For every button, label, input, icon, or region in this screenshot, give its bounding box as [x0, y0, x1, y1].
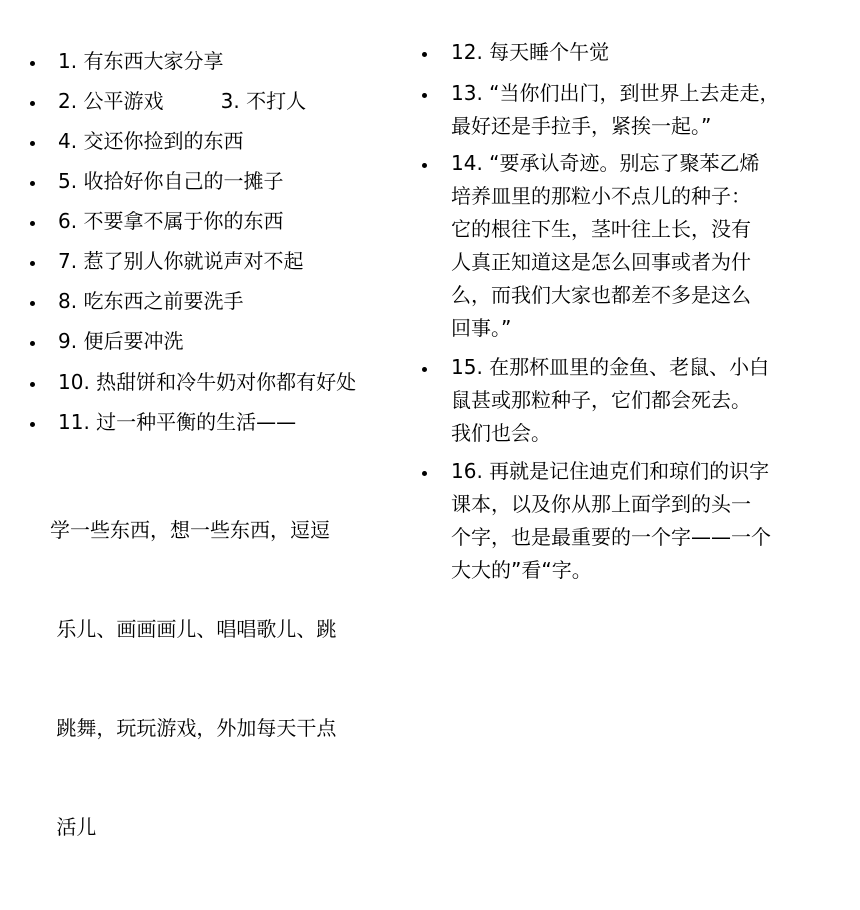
- list-item-text: 9. 便后要冲洗: [58, 329, 184, 353]
- text-line: 它的根往下生，茎叶往上长，没有: [451, 217, 751, 241]
- text-line: 我们也会。: [451, 421, 551, 445]
- bullet-icon: [422, 471, 427, 476]
- bullet-icon: [30, 141, 35, 146]
- text-line: 15. 在那杯皿里的金鱼、老鼠、小白: [451, 355, 770, 379]
- text-line: 回事。”: [451, 316, 512, 340]
- bullet-icon: [30, 341, 35, 346]
- bullet-icon: [422, 93, 427, 98]
- list-item-text: [451, 36, 609, 69]
- bullet-icon: [30, 221, 35, 226]
- bullet-icon: [30, 61, 35, 66]
- bullet-icon: [422, 367, 427, 372]
- text-line: 培养皿里的那粒小不点儿的种子：: [451, 184, 751, 208]
- bullet-icon: [422, 52, 427, 57]
- list-item-text: 6. 不要拿不属于你的东西: [58, 209, 284, 233]
- bullet-icon: [30, 101, 35, 106]
- text-line: 人真正知道这是怎么回事或者为什: [451, 250, 751, 274]
- text-line: 16. 再就是记住迪克们和琼们的识字: [451, 459, 770, 483]
- text-line: 13. “当你们出门，到世界上去走走，: [451, 81, 780, 105]
- list-item-text: 2. 公平游戏 3. 不打人: [58, 89, 307, 113]
- list-item-text: [451, 351, 769, 450]
- list-item-text: 10. 热甜饼和冷牛奶对你都有好处: [58, 370, 357, 394]
- bullet-icon: [30, 301, 35, 306]
- list-item-text: 5. 收拾好你自己的一摊子: [58, 169, 284, 193]
- bullet-icon: [30, 181, 35, 186]
- list-item-text: 11. 过一种平衡的生活——: [58, 410, 297, 434]
- bullet-icon: [422, 163, 427, 168]
- list-item-text: [451, 455, 771, 587]
- text-line: 12. 每天睡个午觉: [451, 40, 610, 64]
- list-item-text: 7. 惹了别人你就说声对不起: [58, 249, 304, 273]
- continuation-line: 乐儿、画画画儿、唱唱歌儿、跳: [50, 617, 337, 641]
- continuation-line: 活儿: [50, 815, 97, 839]
- text-line: 么，而我们大家也都差不多是这么: [451, 283, 751, 307]
- bullet-icon: [30, 422, 35, 427]
- text-line: 14. “要承认奇迹。别忘了聚苯乙烯: [451, 151, 760, 175]
- list-item-text: 8. 吃东西之前要洗手: [58, 289, 244, 313]
- text-line: 个字，也是最重要的一个字——一个: [451, 525, 771, 549]
- text-line: 课本，以及你从那上面学到的头一: [451, 492, 751, 516]
- list-item-text: 4. 交还你捡到的东西: [58, 129, 244, 153]
- list-item-text: [451, 147, 760, 345]
- list-item-continuation: [50, 448, 336, 910]
- text-line: 最好还是手拉手，紧挨一起。”: [451, 114, 712, 138]
- bullet-icon: [30, 261, 35, 266]
- list-item-text: [451, 77, 780, 143]
- text-line: 鼠甚或那粒种子，它们都会死去。: [451, 388, 751, 412]
- bullet-icon: [30, 382, 35, 387]
- list-item-text: 1. 有东西大家分享: [58, 49, 224, 73]
- text-line: 大大的”看“字。: [451, 558, 592, 582]
- continuation-line: 跳舞，玩玩游戏，外加每天干点: [50, 716, 337, 740]
- continuation-line: 学一些东西，想一些东西，逗逗: [50, 518, 330, 542]
